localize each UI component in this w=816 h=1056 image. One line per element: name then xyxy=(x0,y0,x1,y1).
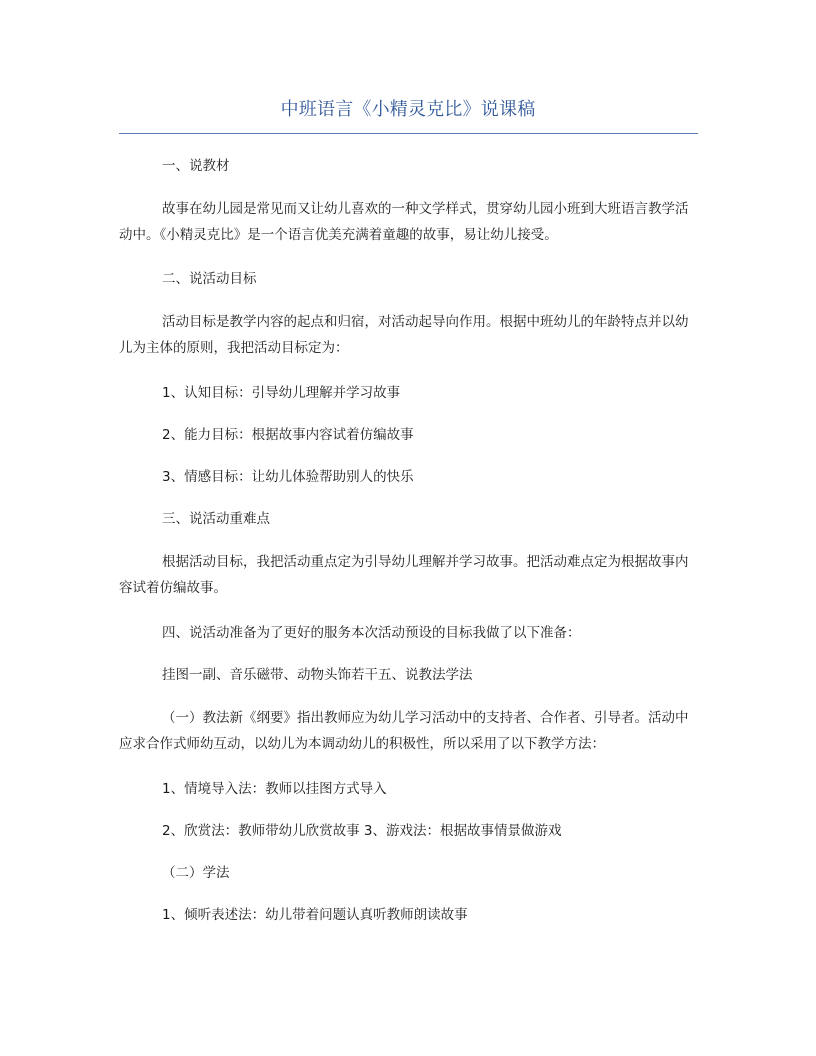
body-paragraph-teaching-methods: （一）教法新《纲要》指出教师应为幼儿学习活动中的支持者、合作者、引导者。活动中应求合作式师幼互动，以幼儿为本调动幼儿的积极性，所以采用了以下教学方法： xyxy=(119,710,689,752)
list-item-listening-method: 1、倾听表述法：幼儿带着问题认真听教师朗读故事 xyxy=(162,907,468,923)
section-heading-teaching-material: 一、说教材 xyxy=(162,158,230,174)
body-paragraph-key-points: 根据活动目标，我把活动重点定为引导幼儿理解并学习故事。把活动难点定为根据故事内容试着仿编故事。 xyxy=(119,554,689,596)
body-paragraph-materials: 挂图一副、音乐磁带、动物头饰若干五、说教法学法 xyxy=(162,667,473,683)
list-item-situation-method: 1、情境导入法：教师以挂图方式导入 xyxy=(162,781,387,797)
list-item-cognitive-goal: 1、认知目标：引导幼儿理解并学习故事 xyxy=(162,385,401,401)
list-item-appreciation-game-method: 2、欣赏法：教师带幼儿欣赏故事 3、游戏法：根据故事情景做游戏 xyxy=(162,823,562,839)
section-heading-learning-methods: （二）学法 xyxy=(162,865,230,881)
list-item-emotional-goal: 3、情感目标：让幼儿体验帮助别人的快乐 xyxy=(162,469,414,485)
title-divider xyxy=(119,133,698,134)
document-title: 中班语言《小精灵克比》说课稿 xyxy=(280,99,536,120)
body-paragraph-activity-goals: 活动目标是教学内容的起点和归宿，对活动起导向作用。根据中班幼儿的年龄特点并以幼儿为主体的原则，我把活动目标定为： xyxy=(119,314,689,356)
section-heading-key-points: 三、说活动重难点 xyxy=(162,511,270,527)
list-item-ability-goal: 2、能力目标：根据故事内容试着仿编故事 xyxy=(162,427,414,443)
body-paragraph-teaching-material: 故事在幼儿园是常见而又让幼儿喜欢的一种文学样式，贯穿幼儿园小班到大班语言教学活动中。《小精灵克比》是一个语言优美充满着童趣的故事，易让幼儿接受。 xyxy=(119,201,689,243)
section-heading-activity-goals: 二、说活动目标 xyxy=(162,271,257,287)
section-heading-preparation: 四、说活动准备为了更好的服务本次活动预设的目标我做了以下准备： xyxy=(162,625,581,641)
